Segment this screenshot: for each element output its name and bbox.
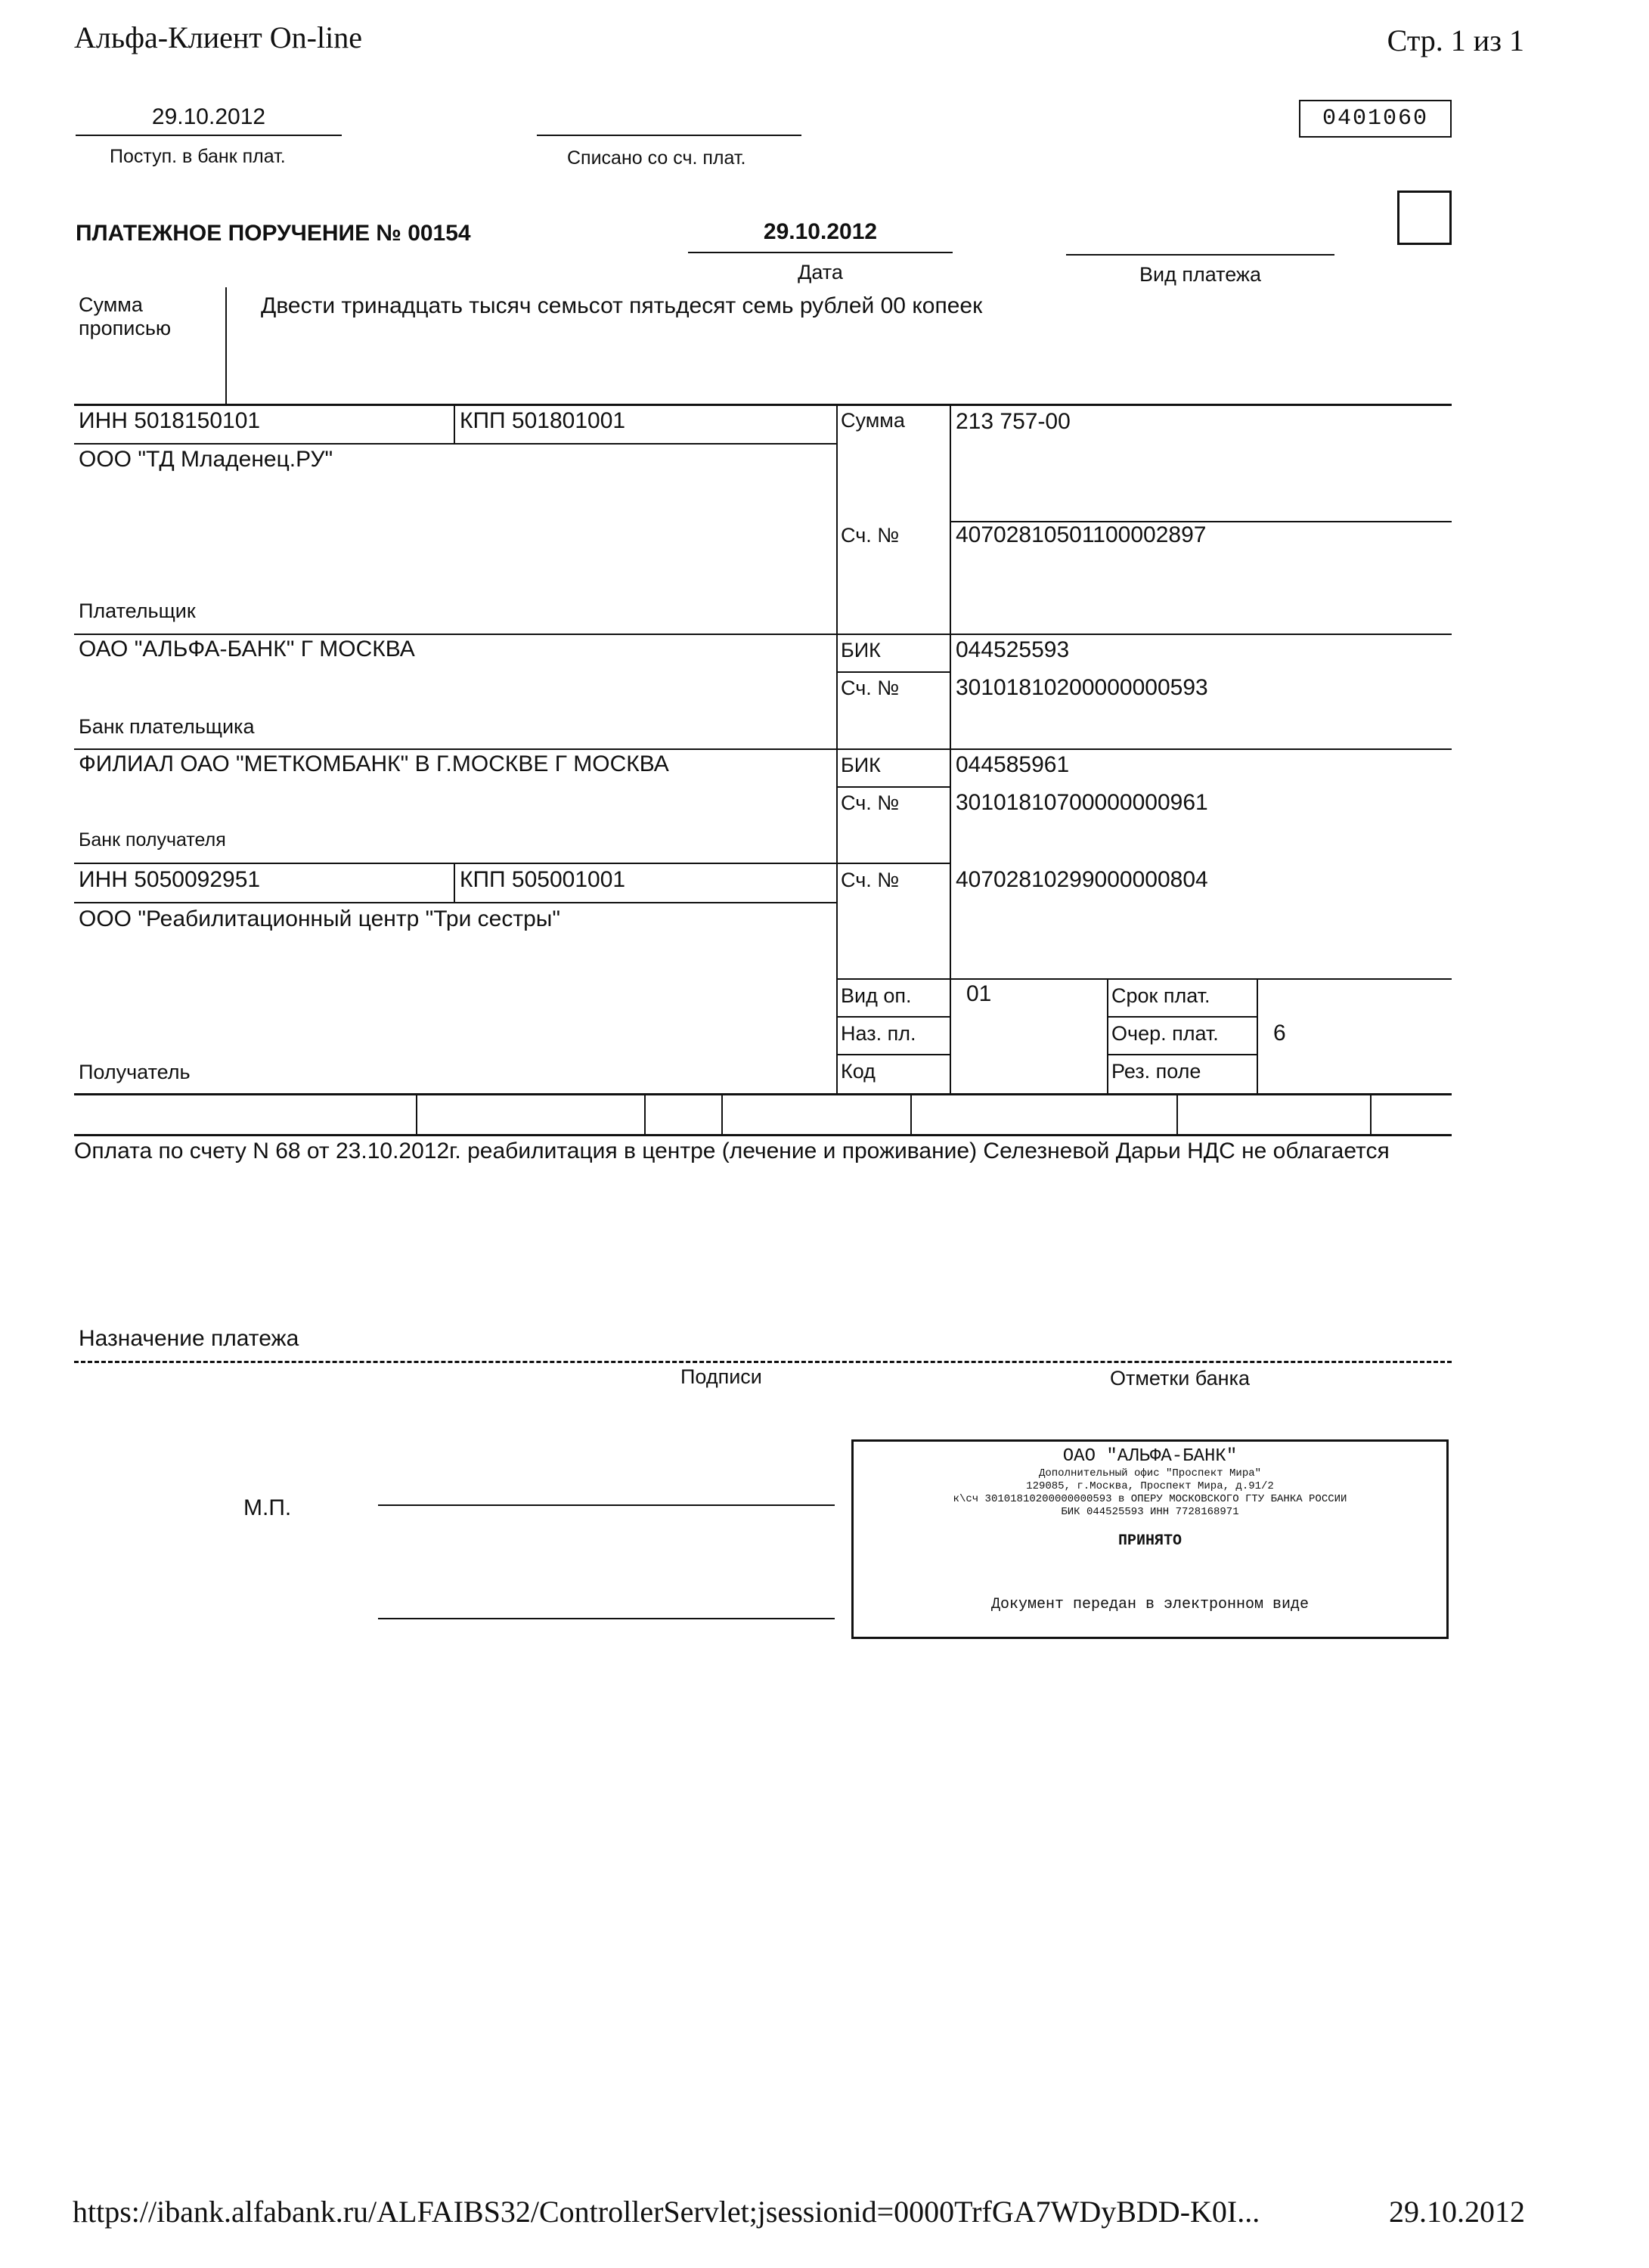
purpose-code-label: Наз. пл. <box>841 1022 916 1045</box>
recipient-inn: ИНН 5050092951 <box>79 867 261 892</box>
footer-url: https://ibank.alfabank.ru/ALFAIBS32/ControllerServlet;jsessionid=0000TrfGA7WDyBDD-K0I... <box>73 2195 1260 2229</box>
order-title: ПЛАТЕЖНОЕ ПОРУЧЕНИЕ № 00154 <box>76 221 471 246</box>
received-date: 29.10.2012 <box>151 104 266 129</box>
recipient-account-label: Сч. № <box>841 869 900 891</box>
stamp-address: 129085, г.Москва, Проспект Мира, д.91/2 <box>1026 1480 1274 1492</box>
recipient-bank-account-label: Сч. № <box>841 792 900 814</box>
recipient-kpp: КПП 505001001 <box>460 867 626 892</box>
payer-name: ООО "ТД Младенец.РУ" <box>79 447 333 472</box>
stamp-note: Документ передан в электронном виде <box>990 1596 1310 1613</box>
stamp-bank-name: ОАО "АЛЬФА-БАНК" <box>1062 1446 1238 1467</box>
payer-label: Плательщик <box>79 600 196 622</box>
order-date-label: Дата <box>798 261 843 284</box>
page-info: Стр. 1 из 1 <box>1387 23 1524 57</box>
payer-account: 40702810501100002897 <box>956 522 1207 547</box>
purpose-label: Назначение платежа <box>79 1326 299 1351</box>
payer-kpp: КПП 501801001 <box>460 408 626 433</box>
priority-label: Очер. плат. <box>1111 1022 1219 1045</box>
signatures-label: Подписи <box>680 1365 762 1388</box>
recipient-bank-label: Банк получателя <box>79 829 226 850</box>
stamp-status: ПРИНЯТО <box>1117 1532 1182 1550</box>
term-label: Срок плат. <box>1111 984 1210 1007</box>
payer-bik-label: БИК <box>841 639 881 662</box>
recipient-label: Получатель <box>79 1061 191 1083</box>
received-label: Поступ. в банк плат. <box>110 146 286 167</box>
amount-label: Сумма <box>841 409 905 432</box>
form-code: 0401060 <box>1299 100 1452 138</box>
debited-label: Списано со сч. плат. <box>567 147 746 169</box>
app-title: Альфа-Клиент On-line <box>74 20 362 54</box>
recipient-bik-label: БИК <box>841 754 881 776</box>
dashed-separator <box>74 1361 1452 1363</box>
footer-date: 29.10.2012 <box>1389 2195 1525 2229</box>
bank-stamp <box>851 1439 1449 1639</box>
payment-type-label: Вид платежа <box>1139 263 1261 286</box>
stamp-corr-account: к\сч 30101810200000000593 в ОПЕРУ МОСКОВСКОГО ГТУ БАНКА РОССИИ <box>953 1493 1347 1505</box>
recipient-bank-account: 30101810700000000961 <box>956 790 1208 815</box>
payer-inn: ИНН 5018150101 <box>79 408 261 433</box>
payer-bank-name: ОАО "АЛЬФА-БАНК" Г МОСКВА <box>79 637 415 662</box>
reserve-label: Рез. поле <box>1111 1060 1201 1083</box>
order-date: 29.10.2012 <box>763 219 878 244</box>
bank-marks-label: Отметки банка <box>1110 1367 1251 1390</box>
payer-bank-label: Банк плательщика <box>79 715 255 738</box>
recipient-bank-name: ФИЛИАЛ ОАО "МЕТКОМБАНК" В Г.МОСКВЕ Г МОСКВА <box>79 751 669 776</box>
recipient-account: 40702810299000000804 <box>956 867 1208 892</box>
recipient-name: ООО "Реабилитационный центр "Три сестры" <box>79 906 561 931</box>
amount-words-label: Сумма прописью <box>79 293 172 339</box>
amount-words-value: Двести тринадцать тысяч семьсот пятьдесят семь рублей 00 копеек <box>261 293 983 318</box>
op-type-label: Вид оп. <box>841 984 912 1007</box>
stamp-bik-inn: БИК 044525593 ИНН 7728168971 <box>1061 1506 1239 1518</box>
checkbox-square <box>1397 191 1452 245</box>
payer-bank-account-label: Сч. № <box>841 677 900 699</box>
seal-label: М.П. <box>243 1495 292 1520</box>
purpose-text: Оплата по счету N 68 от 23.10.2012г. реабилитация в центре (лечение и проживание) Селезневой Дарьи НДС не облагается <box>74 1139 1390 1163</box>
stamp-office: Дополнительный офис "Проспект Мира" <box>1038 1467 1262 1479</box>
signature-line-2 <box>378 1618 835 1619</box>
payer-bank-account: 30101810200000000593 <box>956 675 1208 700</box>
op-type-value: 01 <box>966 981 992 1006</box>
recipient-bik: 044585961 <box>956 752 1070 777</box>
payer-account-label: Сч. № <box>841 524 900 547</box>
code-label: Код <box>841 1060 876 1083</box>
signature-line-1 <box>378 1504 835 1506</box>
payer-bik: 044525593 <box>956 637 1070 662</box>
amount-value: 213 757-00 <box>956 409 1071 434</box>
priority-value: 6 <box>1273 1021 1286 1046</box>
